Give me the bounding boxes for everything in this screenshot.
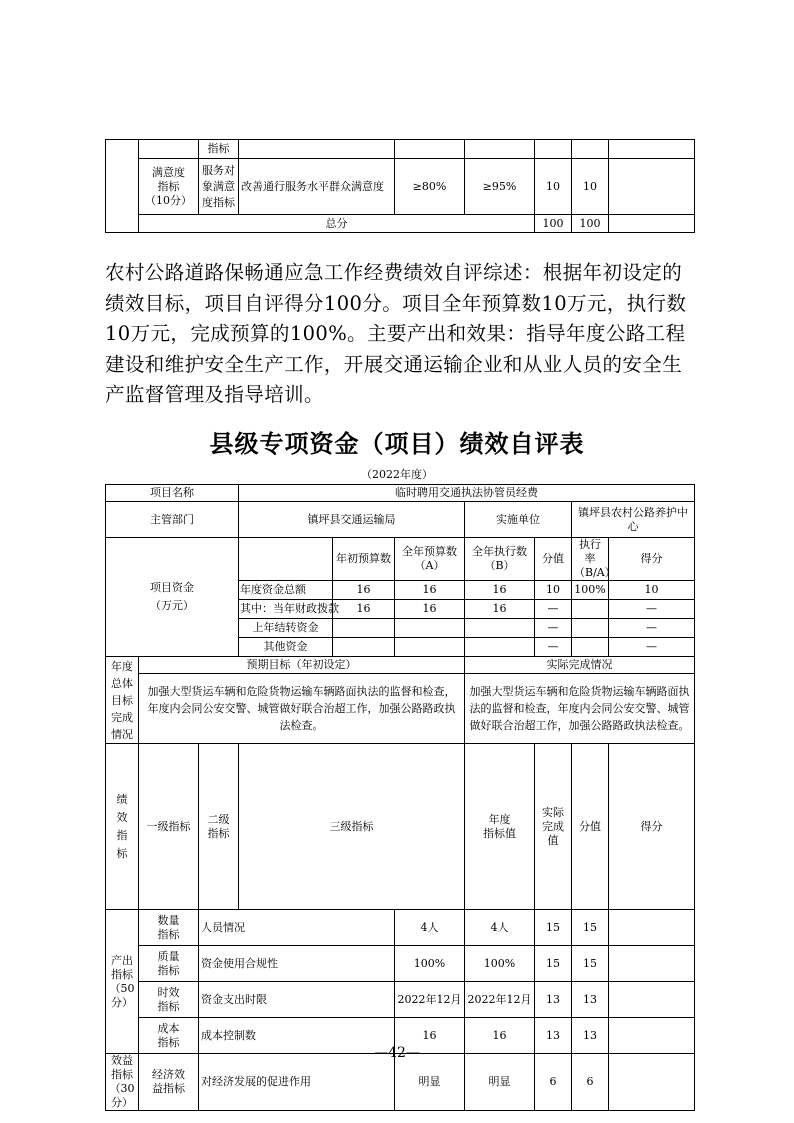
ind-weight: 15 <box>535 910 572 946</box>
funds-row-name: 其他资金 <box>239 638 333 657</box>
ind-score: 15 <box>572 946 609 982</box>
ind-level2: 数量 指标 <box>139 910 199 946</box>
total-label: 总分 <box>139 215 535 233</box>
ind-level2: 质量 指标 <box>139 946 199 982</box>
funds-row-exec <box>465 619 535 638</box>
ind-actual: 4人 <box>465 910 535 946</box>
ind-weight: 6 <box>535 1054 572 1111</box>
ind-header-level3: 三级指标 <box>239 744 465 910</box>
satisfaction-level1: 满意度 指标 （10分） <box>139 159 199 215</box>
ind-score: 13 <box>572 1018 609 1054</box>
funds-row-init <box>333 619 395 638</box>
ind-weight: 13 <box>535 1018 572 1054</box>
funds-row-budget: 16 <box>395 600 465 619</box>
funds-header-rate: 执行率 （B/A） <box>572 538 609 581</box>
ind-target: 100% <box>395 946 465 982</box>
ind-level2: 时效 指标 <box>139 982 199 1018</box>
funds-header-weight: 分值 <box>535 538 572 581</box>
funds-row-rate <box>572 600 609 619</box>
report-year: （2022年度） <box>361 468 433 481</box>
ind-header-target: 年度 指标值 <box>465 744 535 910</box>
ind-score: 13 <box>572 982 609 1018</box>
funds-row-score: — <box>609 638 695 657</box>
funds-row-weight: — <box>535 619 572 638</box>
ind-target: 4人 <box>395 910 465 946</box>
benefit-indicator-label: 效益指标 （30分） <box>106 1054 139 1111</box>
page-title: 县级专项资金（项目）绩效自评表 <box>209 429 585 458</box>
funds-row-exec: 16 <box>465 581 535 600</box>
ind-level2: 经济效 益指标 <box>139 1054 199 1111</box>
page-number: —42— <box>374 1045 420 1061</box>
ind-actual: 16 <box>465 1018 535 1054</box>
ind-target: 2022年12月 <box>395 982 465 1018</box>
funds-row-score: 10 <box>609 581 695 600</box>
funds-row-name: 其中：当年财政拨款 <box>239 600 333 619</box>
ind-level3: 成本控制数 <box>199 1018 395 1054</box>
funds-row-weight: — <box>535 638 572 657</box>
goals-actual: 加强大型货运车辆和危险货物运输车辆路面执法的监督和检查，年度内会同公安交警、城管做好联合治超工作，加强公路路政执法检查。 <box>465 674 695 744</box>
evaluation-table <box>105 484 695 1111</box>
goals-expected: 加强大型货运车辆和危险货物运输车辆路面执法的监督和检查，年度内会同公安交警、城管做好联合治超工作，加强公路路政执法检查。 <box>139 674 465 744</box>
ind-reason <box>609 946 695 982</box>
ind-level3: 对经济发展的促进作用 <box>199 1054 395 1111</box>
total-max: 100 <box>535 215 572 233</box>
goals-expected-header: 预期目标（年初设定） <box>139 657 465 674</box>
funds-row-init <box>333 638 395 657</box>
funds-row-budget <box>395 638 465 657</box>
funds-row-rate <box>572 638 609 657</box>
impl-label: 实施单位 <box>465 502 572 538</box>
funds-row-exec <box>465 638 535 657</box>
funds-row-exec: 16 <box>465 600 535 619</box>
dept-value: 镇坪县交通运输局 <box>239 502 465 538</box>
ind-header-level1: 一级指标 <box>139 744 199 910</box>
project-name: 临时聘用交通执法协管员经费 <box>239 485 695 502</box>
goals-actual-header: 实际完成情况 <box>465 657 695 674</box>
ind-reason <box>609 982 695 1018</box>
ind-level3: 资金支出时限 <box>199 982 395 1018</box>
satisfaction-score-max: 10 <box>535 159 572 215</box>
ind-actual: 100% <box>465 946 535 982</box>
top-indicator-table <box>105 139 695 233</box>
dept-label: 主管部门 <box>106 502 239 538</box>
output-indicator-label: 产出指标 （50分） <box>106 910 139 1054</box>
ind-weight: 13 <box>535 982 572 1018</box>
indicators-label: 绩 效 指 标 <box>106 744 139 910</box>
total-score: 100 <box>572 215 609 233</box>
ind-reason <box>609 1054 695 1111</box>
ind-level3: 人员情况 <box>199 910 395 946</box>
funds-row-init: 16 <box>333 581 395 600</box>
ind-level3: 资金使用合规性 <box>199 946 395 982</box>
project-name-label: 项目名称 <box>106 485 239 502</box>
ind-header-score: 得分 <box>609 744 695 910</box>
cut-row-label: 指标 <box>199 140 239 159</box>
funds-row-score: — <box>609 600 695 619</box>
ind-header-weight: 分值 <box>572 744 609 910</box>
satisfaction-score: 10 <box>572 159 609 215</box>
ind-actual: 明显 <box>465 1054 535 1111</box>
ind-score: 6 <box>572 1054 609 1111</box>
impl-value: 镇坪县农村公路养护中心 <box>572 502 695 538</box>
funds-row-rate <box>572 619 609 638</box>
satisfaction-actual: ≥95% <box>465 159 535 215</box>
funds-label: 项目资金 （万元） <box>106 538 239 657</box>
funds-row-budget <box>395 619 465 638</box>
funds-header-init: 年初预算数 <box>333 538 395 581</box>
satisfaction-level2: 服务对 象满意 度指标 <box>199 159 239 215</box>
funds-row-name: 上年结转资金 <box>239 619 333 638</box>
funds-header-exec: 全年执行数 （B） <box>465 538 535 581</box>
blank-merged-cell <box>106 140 139 233</box>
satisfaction-level3: 改善通行服务水平群众满意度 <box>239 159 395 215</box>
funds-row-weight: — <box>535 600 572 619</box>
funds-row-name: 年度资金总额 <box>239 581 333 600</box>
funds-header-budget: 全年预算数 （A） <box>395 538 465 581</box>
ind-actual: 2022年12月 <box>465 982 535 1018</box>
satisfaction-target: ≥80% <box>395 159 465 215</box>
funds-row-init: 16 <box>333 600 395 619</box>
ind-weight: 15 <box>535 946 572 982</box>
ind-level2: 成本 指标 <box>139 1018 199 1054</box>
ind-header-actual: 实际 完成值 <box>535 744 572 910</box>
ind-target: 16 <box>395 1018 465 1054</box>
funds-row-score: — <box>609 619 695 638</box>
funds-row-weight: 10 <box>535 581 572 600</box>
funds-row-budget: 16 <box>395 581 465 600</box>
ind-header-level2: 二级 指标 <box>199 744 239 910</box>
ind-target: 明显 <box>395 1054 465 1111</box>
ind-reason <box>609 910 695 946</box>
funds-header-score: 得分 <box>609 538 695 581</box>
goals-label: 年度 总体 目标 完成 情况 <box>106 657 139 744</box>
ind-score: 15 <box>572 910 609 946</box>
summary-paragraph: 农村公路道路保畅通应急工作经费绩效自评综述：根据年初设定的绩效目标，项目自评得分100分。项目全年预算数10万元，执行数10万元，完成预算的100%。主要产出和效果：指导年度公路工程建设和维护安全生产工作，开展交通运输企业和从业人员的安全生产监督管理及指导培训。 <box>105 261 687 406</box>
funds-row-rate: 100% <box>572 581 609 600</box>
